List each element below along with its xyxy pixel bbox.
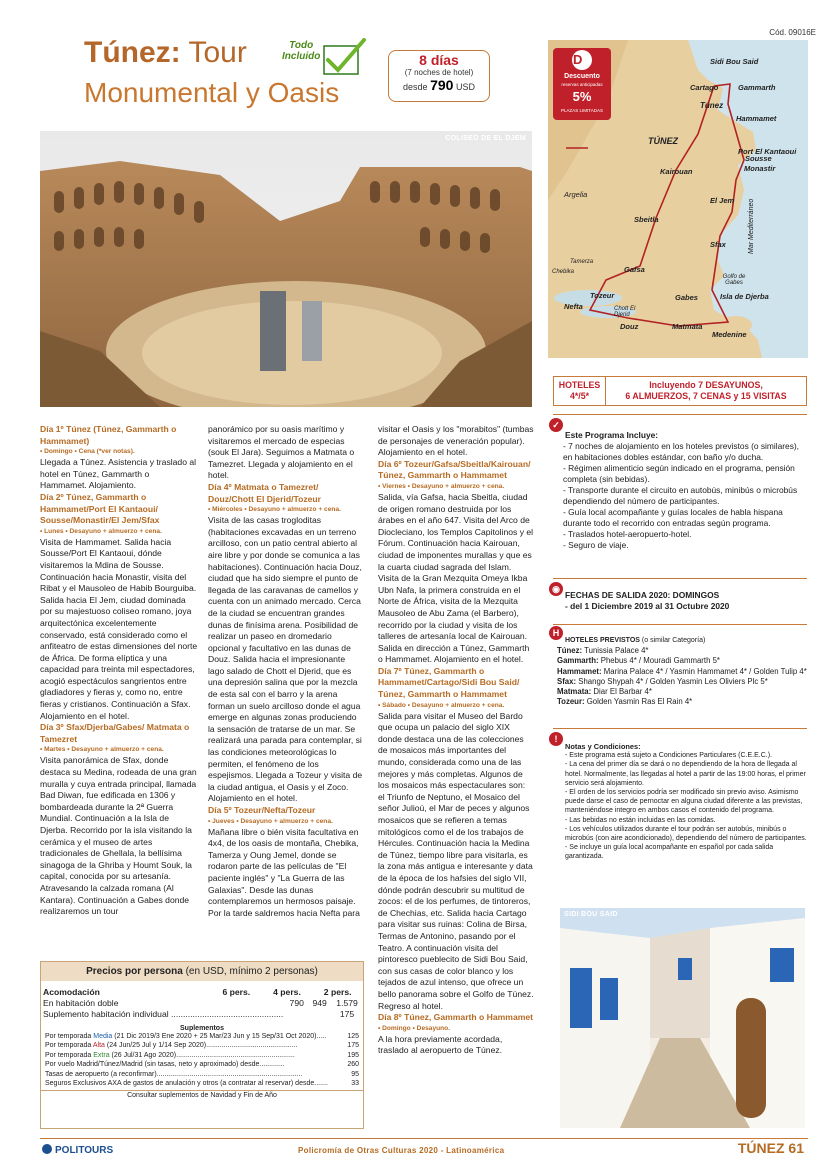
map-label: Tamerza (570, 259, 594, 265)
map-label: Gabes (675, 293, 698, 302)
hotel-names: Tunissia Palace 4* (582, 646, 649, 656)
price-cell: En habitación doble (43, 998, 119, 1008)
hotel-icon: H (549, 626, 563, 640)
day-heading: Día 5º Tozeur/Nefta/Tozeur (208, 805, 316, 815)
program-item: - Régimen alimenticio según indicado en el programa, pensión completa (sin bebidas). (563, 463, 795, 484)
price-cell (285, 1009, 308, 1020)
divider (553, 414, 807, 415)
todo-incluido-badge: Todo Incluido (278, 38, 368, 80)
note-item: - Los vehículos utilizados durante el tour podrán ser autobús, minibús o microbús (con aire acondicionado), dependiendo del número de participantes. (565, 825, 807, 843)
supplement-row (41, 1060, 363, 1069)
politours-logo: POLITOURS (42, 1144, 113, 1156)
price-rows (41, 998, 363, 1020)
page-number: TÚNEZ 61 (737, 1140, 804, 1156)
day-meals: • Viernes • Desayuno + almuerzo + cena. (378, 482, 505, 490)
price-cell: Suplemento habitación individual ............................................... (43, 1009, 284, 1019)
hotel-row (557, 677, 807, 687)
supplement-row (41, 1070, 363, 1079)
supplement-row (41, 1079, 363, 1088)
itinerary-column-1 (40, 424, 198, 918)
hotel-row (557, 667, 807, 677)
day-heading: Día 8º Túnez, Gammarth o Hammamet (378, 1012, 534, 1023)
map-label: Cartago (690, 83, 719, 92)
price-cell: 1.579 (336, 998, 358, 1008)
map-label: El Jem (710, 196, 735, 205)
page-subtitle: Monumental y Oasis (84, 77, 340, 108)
map-label: Sfax (710, 240, 726, 249)
day-meals: • Sábado • Desayuno + almuerzo + cena. (378, 701, 505, 709)
note-item: - Este programa está sujeto a Condiciones Particulares (C.E.E.C.). (565, 752, 772, 760)
page-footer (0, 1138, 826, 1169)
discount-title: Descuento (564, 73, 600, 80)
hotel-row (557, 656, 807, 666)
hotel-names: Phebus 4* / Mouradi Gammarth 5* (598, 656, 720, 666)
day-meals: • Domingo • Cena (*ver notas). (40, 448, 135, 456)
price-cell: 175 (339, 1009, 355, 1019)
day-meals: • Domingo • Desayuno. (378, 1024, 451, 1032)
day-heading: Día 7º Túnez, Gammarth o Hammamet/Cartago/Sidi Bou Said/ Túnez, Gammarth o Hammamet (378, 665, 520, 700)
supplement-label: Seguros Exclusivos AXA de gastos de anulación y otros (a contratar al reservar) desde....... (45, 1080, 328, 1088)
supplement-value: 125 (347, 1033, 359, 1040)
hotels-list: H HOTELES PREVISTOS (o similar Categoría) Túnez: Tunissia Palace 4* Gammarth: Phebus 4* / Mouradi Gammarth 5* Hammamet: Marina Palace 4* / Yasmin Hammamet 4* / Golden Tulip 4* Sfax: Shango Shypah 4* / Golden Yasmin Les Oliviers Plc 5* Matmata: Diar El Barbar 4* Tozeur: Golden Yasmin Ras El Rain 4* (555, 628, 807, 707)
supplement-label: Por temporada Alta (24 Jun/25 Jul y 1/14 Sep 2020)............................................... (45, 1042, 298, 1050)
duration-price-box: 8 días (7 noches de hotel) desde 790 USD (388, 50, 490, 102)
discount-pct: 5% (572, 89, 592, 104)
map-label: Chott El Djerid (614, 306, 636, 318)
checkmark-icon (278, 38, 368, 80)
supplement-value: 33 (351, 1080, 359, 1088)
program-item: - 7 noches de alojamiento en los hoteles previstos (o similares), en habitaciones dobles estándar, con baño y/o ducha. (563, 441, 800, 462)
day-text: Mañana libre o bién visita facultativa en 4x4, de los oasis de montaña, Chebika, Tamerza y Oung Jemel, donde se rodaron parte de las películas de "El paciente inglés" y "La Guerra de las Galaxias". Desde las dunas contemplaremos un hermosos paisaje. Por la tarde saldremos hacia Nefta para (208, 826, 360, 918)
departure-dates: ◉ FECHAS DE SALIDA 2020: DOMINGOS - del 1 Diciembre 2019 al 31 Octubre 2020 (555, 582, 807, 612)
hotel-row (557, 646, 807, 656)
map-label: Sousse (745, 154, 772, 163)
map-label: Argelia (564, 190, 588, 199)
photo-caption: COLISEO DE EL DJEM (445, 135, 526, 142)
map-label: Matmata (672, 322, 703, 331)
map-label: Nefta (564, 302, 583, 311)
discount-letter: D (573, 52, 583, 67)
price-row (41, 998, 363, 1009)
hotel-city: Túnez: (557, 646, 583, 656)
route-map (548, 40, 808, 358)
price-cell (308, 1009, 331, 1020)
map-label: Gafsa (624, 265, 645, 274)
hotel-row (557, 697, 807, 707)
page-title: Túnez: Tour (84, 36, 247, 69)
price-cell: 790 (289, 998, 304, 1008)
el-djem-photo (40, 131, 532, 407)
map-label: TÚNEZ (648, 136, 678, 146)
season-name: Media (93, 1033, 113, 1040)
day-meals: • Lunes • Desayuno + almuerzo + cena. (40, 527, 162, 535)
map-label: Tozeur (590, 291, 615, 300)
supplements (41, 1032, 363, 1088)
hotels-summary-box: HOTELES 4*/5* Incluyendo 7 DESAYUNOS, 6 ALMUERZOS, 7 CENAS y 15 VISITAS (553, 376, 807, 406)
day-meals: • Martes • Desayuno + almuerzo + cena. (40, 746, 164, 754)
hotel-names: Shango Shypah 4* / Golden Yasmin Les Oliviers Plc 5* (576, 676, 768, 686)
supplement-value: 195 (347, 1051, 359, 1059)
map-label: Port El Kantaoui (738, 147, 797, 156)
hotel-city: Gammarth: (557, 656, 599, 666)
day-text: Salida, vía Gafsa, hacia Sbeitla, ciudad de origen romano destruida por los árabes en el año 647. Visita del Arco de Diocleciano, los Templos Capitolinos y el Fórum. Continuación hacia Kairouan, ciudad de imponentes murallas y que es la cuarta ciudad sagrada del Islam. Visita de la Gran Mezquita Omeya Ikba Ubn Nafa, la primera construida en el Norte de África, visita de la Mezquita Mausoleo de Abu Zama (el Barbero), recorrido por la ciudad y visita de los talleres de artesanía local de Kairouan. Salida en dirección a Túnez, Gammarth o Hammamet. Alojamiento en el hotel. (378, 491, 534, 665)
footer-publication: Policromía de Otras Culturas 2020 - Latinoamérica (298, 1146, 505, 1155)
note-item: - Se incluye un guía local acompañante en español por cada salida garantizada. (565, 844, 774, 861)
supplement-row (41, 1051, 363, 1060)
map-label: Chebika (552, 269, 575, 275)
day-meals: • Miércoles • Desayuno + almuerzo + cena. (208, 506, 341, 514)
discount-note: PLAZAS LIMITADAS (561, 108, 603, 113)
map-label: Golfo de Gabes (722, 274, 746, 286)
program-includes: ✓ Este Programa Incluye: - 7 noches de alojamiento en los hoteles previstos (o similares), en habitaciones dobles estándar, con baño y/o ducha. - Régimen alimenticio según indicado en el programa, pensión completa (sin bebidas). - Transporte durante el circuito en autobús, minibús o microbús dependiendo del número de participantes. - Guía local acompañante y guías locales de habla hispana durante todo el recorrido con entradas según programa. - Traslados hotel-aeropuerto-hotel. - Seguro de viaje. (555, 420, 807, 551)
day-heading: Día 4º Matmata o Tamezret/ Douz/Chott El Djerid/Tozeur (208, 481, 321, 504)
calendar-icon: ◉ (549, 582, 563, 596)
map-label: Douz (620, 322, 639, 331)
note-item: - El orden de los servicios podría ser modificado sin previo aviso. Asimismo puede darse el caso de pernoctar en alguna ciudad diferente a las previstas, manteniéndose integro en ambos casos el contenido del programa. (565, 789, 803, 815)
itinerary-column-2 (208, 424, 363, 919)
day-text: A la hora previamente acordada, traslado al aeropuerto de Túnez. (378, 1033, 503, 1056)
discount-sub: reservas anticipadas (561, 82, 603, 87)
supplement-label: Tasas de aeropuerto (a reconfirmar)........................................................................... (45, 1070, 303, 1078)
program-item: - Transporte durante el circuito en autobús, minibús o microbús dependiendo del número de participantes. (563, 485, 798, 506)
day-text: panorámico por su oasis marítimo y visitaremos el mercado de especias (souk El Jara). Seguimos a Matmata o Tamezret. Llegada y alojamiento en el hotel. (208, 424, 355, 481)
map-label: Mar Mediterráneo (748, 198, 755, 254)
program-item: - Traslados hotel-aeropuerto-hotel. (563, 529, 692, 539)
price-header: 4 pers. (273, 987, 301, 997)
hotel-city: Sfax: (557, 676, 577, 686)
day-text: Salida para visitar el Museo del Bardo que ocupa un palacio del siglo XIX donde destaca una de las colecciones de mosaicos más importantes del mundo, considerada como una de las mejores y más completas. Algunos de los mosaicos más espectaculares son: el Triunfo de Neptuno, el Mosaico del señor Julioú, el Mar de peces y algunos mosaicos que se refieren a temas mitológicos como el de los trabajos de Hércules. Continuación hacia la Medina de Túnez, tiempo libre para visitarla, es la zona más antigua e interesante y data de la época de los hafsies del siglo VII, dónde podrán descubrir su multitud de zocos: el de los perfumes, de tintoreros, de Chechias, etc. Salida hacia Cartago para visitar sus ruinas: Colina de Birsa, Termas de Antonino, pasando por el Teatro. A continuación visita del pintoresco pueblecito de Sidi Bou Said, con sus casas de color blanco y los tejados de azul intenso, que ofrece un bello panorama sobre el Golfo de Túnez. Regreso al hotel. (378, 710, 534, 1011)
map-label: Sbeitla (634, 215, 659, 224)
notes-conditions: ! Notas y Condiciones: - Este programa está sujeto a Condiciones Particulares (C.E.E.C.). - La cena del primer día se dará o no dependiendo de la hora de llegada al hotel. Normalmente, las llegadas al hotel a partir de las 19:00 horas, el primer servicio será alojamiento. - El orden de los servicios podría ser modificado sin previo aviso. Asimismo puede darse el caso de pernoctar en alguna ciudad diferente a las previstas, manteniéndose integro en ambos casos el contenido del programa. - Las bebidas no están incluidas en las comidas. - Los vehículos utilizados durante el tour podrán ser autobús, minibús o microbús (con aire acondicionado), dependiendo del número de participantes. - Se incluye un guía local acompañante en español por cada salida garantizada. (555, 732, 807, 862)
hotel-city: Matmata: (557, 687, 592, 697)
hotel-names: Marina Palace 4* / Yasmin Hammamet 4* / Golden Tulip 4* (601, 666, 807, 676)
price-header: 6 pers. (222, 987, 251, 997)
day-text: visitar el Oasis y los "morabitos" (tumbas de personajes de veneración popular). Alojamiento en el hotel. (378, 424, 534, 458)
hotel-names: Diar El Barbar 4* (591, 687, 652, 697)
consult-note: Consultar suplementos de Navidad y Fin de Año (41, 1090, 363, 1099)
price-grid (41, 987, 363, 998)
globe-icon (42, 1144, 52, 1154)
check-icon: ✓ (549, 418, 563, 432)
divider (553, 578, 807, 579)
price-row (41, 1009, 363, 1020)
supplement-label: Por vuelo Madrid/Túnez/Madrid (sin tasas, neto y aproximado) desde............. (45, 1061, 285, 1069)
hotel-city: Hammamet: (557, 666, 602, 676)
day-heading: Día 6º Tozeur/Gafsa/Sbeitla/Kairouan/ Túnez, Gammarth o Hammamet (378, 458, 531, 481)
photo-caption: SIDI BOU SAID (564, 911, 618, 918)
season-name: Extra (93, 1051, 110, 1059)
supplement-value: 95 (351, 1070, 359, 1078)
day-text: Llegada a Túnez. Asistencia y traslado al hotel en Túnez, Gammarth o Hammamet. Alojamiento. (40, 457, 197, 491)
supplement-row (41, 1041, 363, 1050)
map-label: Túnez (700, 101, 724, 110)
supplement-label: Por temporada Extra (26 Jul/31 Ago 2020)............................................................. (45, 1051, 295, 1059)
day-text: Visita de las casas trogloditas (habitaciones excavadas en un terreno arcilloso, con un patio central abierto al aire libre y por donde se comunica a las habitaciones). Continuación hacia Douz, ciudad que ha sido siempre el punto de llegada de las caravanas de camellos y cuenta con un animado mercado. Cerca de la ciudad se encuentran grandes dunas de finísima arena. Posibilidad de realizar un paseo en dromedario opcional y facultativo en las dunas de Douz. Salida hacia el impresionante lago salado de Chott el Djerid, que es una depresión salina que por la mezcla de esta sal con el barro y la arena forman un suelo arcilloso donde el agua emerge en algunas zonas produciendo la sensación de tratarse de un mar. Se realizará una parada para contemplar, si las condiciones meteorológicas lo permiten, el fenómeno de los espejismos. Llegada a Tozeur y visita de la ciudad antigua, el Oasis y el Zoco. Alojamiento en el hotel. (208, 515, 363, 804)
note-item: - La cena del primer día se dará o no dependiendo de la hora de llegada al hotel. Normalmente, las llegadas al hotel a partir de las 19:00 horas, el primer servicio será alojamiento. (565, 761, 806, 787)
product-code: Cód. 09016E (769, 28, 816, 37)
itinerary-column-3 (378, 424, 534, 1057)
divider (553, 624, 807, 625)
price-header: 2 pers. (323, 987, 352, 997)
prices-table: Precios por persona (en USD, mínimo 2 personas) Acomodación 6 pers. 4 pers. 2 pers. En habitación doble 790 949 1.579 Suplemento habitación individual ............................................... 175 Suplementos Por temporada Media (21 Dic 2019/3 Ene 2020 + 25 Mar/23 Jun y 15 Sep/31 Oct 2020)..... 125 Por temporada Alta (24 Jun/25 Jul y 1/14 Sep 2020)............................................... 175 Por temporada Extra (26 Jul/31 Ago 2020)............................................................. 195 Por vuelo Madrid/Túnez/Madrid (sin tasas, neto y aproximado) desde............. 260 Tasas de aeropuerto (a reconfirmar)........................................................................... 95 Seguros Exclusivos AXA de gastos de anulación y otros (a contratar al reservar) desde....... 33 Consultar suplementos de Navidad y Fin de Año (40, 961, 364, 1129)
sidi-bou-said-photo (560, 908, 805, 1128)
map-label: Monastir (744, 164, 776, 173)
day-meals: • Jueves • Desayuno + almuerzo + cena. (208, 817, 333, 825)
day-heading: Día 3º Sfax/Djerba/Gabes/ Matmata o Tamezret (40, 722, 190, 744)
day-text: Visita panorámica de Sfax, donde destaca su Medina, rodeada de una gran muralla y cuya entrada principal, llamada Bad Diwan, fue edificada en 1306 y bombardeada durante la 2ª Guerra Mundial. Continuación a la Isla de Djerba. Recorrido por la isla visitando la cerámica y el museo de artes tradicionales de Ghellala, la bellísima sinagoga de la Ghriba y Houmt Souk, la capital, conocida por su artesanía. Atravesando la calzada romana (Al Kantara). Continuación a Gabes donde realizaremos un tour (40, 755, 197, 917)
hotel-city: Tozeur: (557, 697, 585, 707)
supplement-value: 260 (347, 1061, 359, 1069)
map-label: Hammamet (736, 114, 777, 123)
warning-icon: ! (549, 732, 563, 746)
hotel-names: Golden Yasmin Ras El Rain 4* (584, 697, 693, 707)
program-item: - Seguro de viaje. (563, 540, 629, 550)
map-label: Gammarth (738, 83, 776, 92)
program-item: - Guía local acompañante y guías locales de habla hispana durante todo el recorrido con entradas según programa. (563, 507, 783, 528)
supplements-title: Suplementos (180, 1025, 224, 1032)
hotel-row (557, 687, 807, 697)
day-heading: Día 2º Túnez, Gammarth o Hammamet/Port El Kantaoui/ Sousse/Monastir/El Jem/Sfax (40, 491, 160, 526)
map-label: Sidi Bou Said (710, 57, 759, 66)
supplement-value: 175 (347, 1042, 359, 1050)
map-label: Kairouan (660, 167, 693, 176)
price-cell: 949 (312, 998, 327, 1008)
map-label: Medenine (712, 330, 747, 339)
note-item: - Las bebidas no están incluidas en las comidas. (565, 816, 716, 824)
map-label: Isla de Djerba (720, 292, 769, 301)
supplement-row (41, 1032, 363, 1041)
supplement-label: Por temporada Media (21 Dic 2019/3 Ene 2020 + 25 Mar/23 Jun y 15 Sep/31 Oct 2020)..... (45, 1033, 327, 1040)
divider (553, 728, 807, 729)
price-header: Acomodación (43, 987, 100, 997)
day-text: Visita de Hammamet. Salida hacia Sousse/Port El Kantaoui, dónde visitaremos la Mdina de Sousse. Continuación hacia Monastir, visita del Ribat y el Mausoleo de Habib Bourguiba. Salida hacia El Jem, ciudad dominada por su majestuoso coliseo romano, joya arquitectónica excelentemente conservado, está considerado como el anfiteatro de estas dimensiones del norte de África. De forma elíptica y una capacidad para treinta mil espectadores, acogió espectáculos sangrientos entre gladiadores y fieras y, como no, entre fieras y cristianos. Continuación a Sfax. Alojamiento en el hotel. (40, 536, 198, 721)
day-heading: Día 1º Túnez (Túnez, Gammarth o Hammamet) (40, 424, 177, 446)
season-name: Alta (92, 1042, 105, 1050)
